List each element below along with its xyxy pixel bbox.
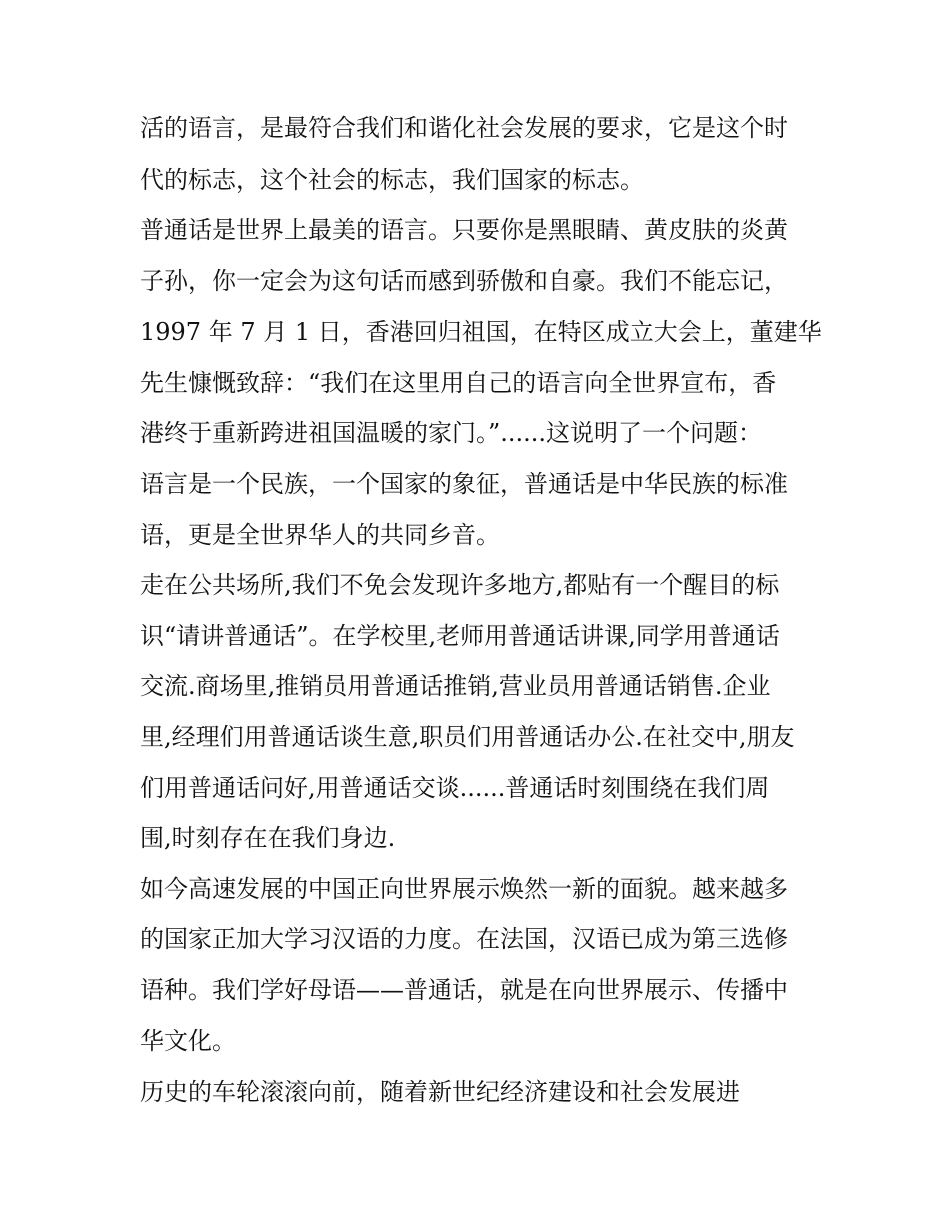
text-line: 识“请讲普通话”。在学校里,老师用普通话讲课,同学用普通话	[140, 622, 780, 650]
text-line: 华文化。	[140, 1027, 236, 1055]
text-line: 港终于重新跨进祖国温暖的家门。”......这说明了一个问题：	[140, 419, 763, 447]
text-line: 先生慷慨致辞：“我们在这里用自己的语言向全世界宣布，香	[140, 369, 777, 397]
text-line: 的国家正加大学习汉语的力度。在法国，汉语已成为第三选修	[140, 925, 788, 953]
text-line: 1997 年 7 月 1 日，香港回归祖国，在特区成立大会上，董建华	[140, 318, 822, 346]
text-line: 里,经理们用普通话谈生意,职员们用普通话办公.在社交中,朋友	[140, 723, 795, 751]
text-line: 走在公共场所,我们不免会发现许多地方,都贴有一个醒目的标	[140, 571, 780, 599]
text-line: 子孙，你一定会为这句话而感到骄傲和自豪。我们不能忘记，	[140, 267, 788, 295]
text-line: 们用普通话问好,用普通话交谈......普通话时刻围绕在我们周	[140, 774, 770, 802]
text-line: 围,时刻存在在我们身边.	[140, 824, 396, 852]
text-line: 历史的车轮滚滚向前，随着新世纪经济建设和社会发展进	[140, 1078, 740, 1106]
text-line: 活的语言，是最符合我们和谐化社会发展的要求，它是这个时	[140, 114, 788, 142]
text-line: 如今高速发展的中国正向世界展示焕然一新的面貌。越来越多	[140, 875, 788, 903]
text-line: 语，更是全世界华人的共同乡音。	[140, 521, 500, 549]
text-line: 语言是一个民族，一个国家的象征，普通话是中华民族的标准	[140, 470, 788, 498]
text-line: 代的标志，这个社会的标志，我们国家的标志。	[140, 166, 644, 194]
text-line: 普通话是世界上最美的语言。只要你是黑眼睛、黄皮肤的炎黄	[140, 216, 788, 244]
text-line: 语种。我们学好母语——普通话，就是在向世界展示、传播中	[140, 976, 788, 1004]
text-line: 交流.商场里,推销员用普通话推销,营业员用普通话销售.企业	[140, 672, 771, 700]
